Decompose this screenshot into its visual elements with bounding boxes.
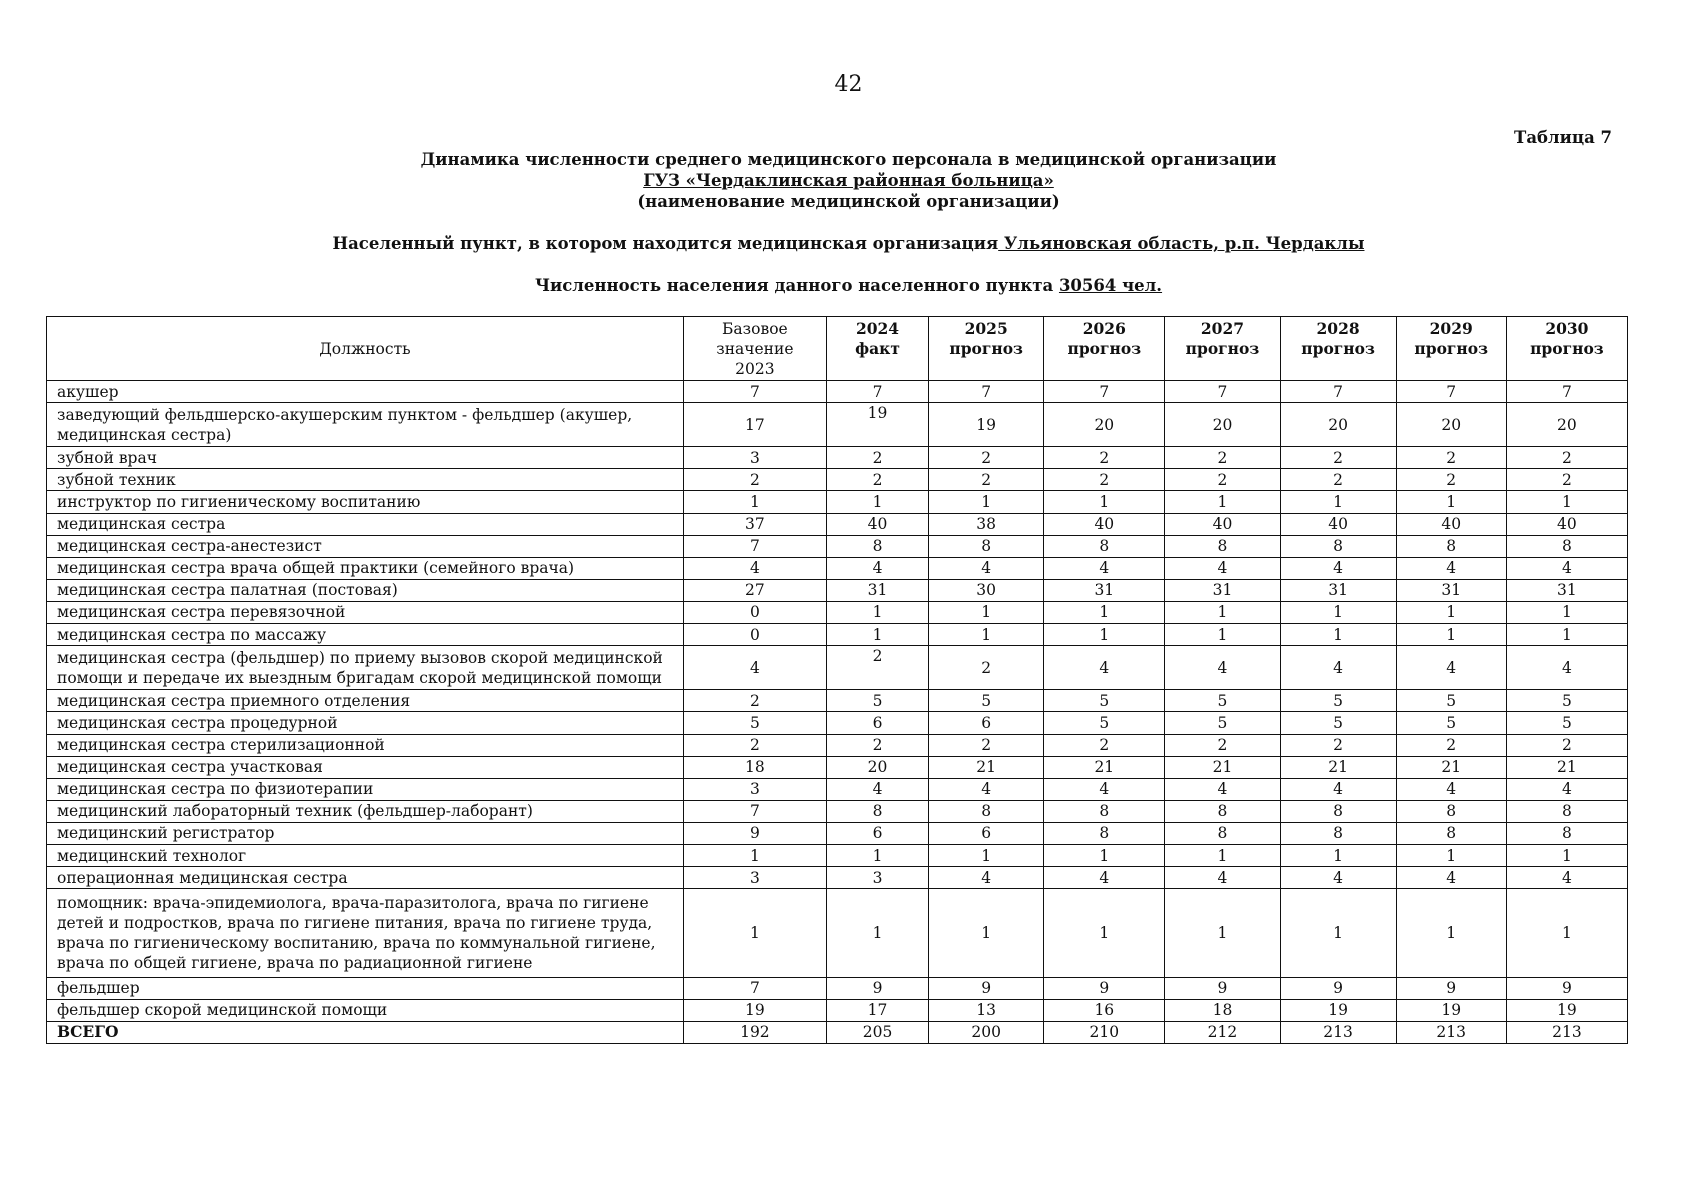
- value-cell: 9: [1044, 977, 1165, 999]
- value-cell: 8: [826, 535, 928, 557]
- value-cell: 2: [1165, 447, 1280, 469]
- value-cell: 4: [1280, 646, 1396, 690]
- value-cell: 4: [929, 867, 1044, 889]
- value-cell: 19: [1396, 999, 1506, 1021]
- value-cell: 4: [826, 557, 928, 579]
- total-value: 213: [1396, 1021, 1506, 1043]
- value-cell: 40: [1396, 513, 1506, 535]
- value-cell: 4: [1506, 646, 1627, 690]
- header-year-kind: прогноз: [1301, 338, 1375, 358]
- header-year-kind: прогноз: [1185, 338, 1260, 358]
- position-name: медицинская сестра по физиотерапии: [47, 778, 684, 800]
- value-cell: 20: [1165, 403, 1280, 447]
- value-cell: 2: [1044, 447, 1165, 469]
- value-cell: 1: [826, 844, 928, 866]
- value-cell: 8: [929, 800, 1044, 822]
- value-cell: 8: [929, 535, 1044, 557]
- value-cell: 37: [683, 513, 826, 535]
- table-row: [47, 403, 1628, 447]
- value-cell: 1: [683, 844, 826, 866]
- value-cell: 31: [1280, 579, 1396, 601]
- value-cell: 1: [1044, 601, 1165, 623]
- organization-caption: (наименование медицинской организации): [637, 192, 1060, 211]
- value-cell: 38: [929, 513, 1044, 535]
- table-row: [47, 999, 1628, 1021]
- value-cell: 5: [1506, 712, 1627, 734]
- value-cell: 2: [929, 646, 1044, 690]
- value-cell: 8: [1165, 800, 1280, 822]
- position-name: медицинская сестра участковая: [47, 756, 684, 778]
- position-name: медицинская сестра-анестезист: [47, 535, 684, 557]
- value-cell: 1: [929, 491, 1044, 513]
- table-row: [47, 734, 1628, 756]
- value-cell: 2: [1044, 734, 1165, 756]
- value-cell: 2: [1396, 469, 1506, 491]
- value-cell: 7: [683, 977, 826, 999]
- value-cell: 20: [1506, 403, 1627, 447]
- value-cell: 1: [683, 889, 826, 977]
- locality-value: Ульяновская область, р.п. Чердаклы: [998, 234, 1365, 253]
- document-title: Динамика численности среднего медицинского персонала в медицинской организации: [420, 150, 1277, 169]
- value-cell: 2: [1280, 447, 1396, 469]
- value-cell: 2: [1165, 734, 1280, 756]
- position-name: медицинская сестра палатная (постовая): [47, 579, 684, 601]
- value-cell: 1: [929, 601, 1044, 623]
- table-row: [47, 469, 1628, 491]
- value-cell: 2: [1280, 734, 1396, 756]
- value-cell: 1: [1280, 844, 1396, 866]
- value-cell: 30: [929, 579, 1044, 601]
- position-name: медицинская сестра приемного отделения: [47, 690, 684, 712]
- value-cell: 4: [1280, 557, 1396, 579]
- value-cell: 27: [683, 579, 826, 601]
- value-cell: 4: [1396, 646, 1506, 690]
- value-cell: 8: [1044, 535, 1165, 557]
- value-cell: 7: [683, 381, 826, 403]
- value-cell: 4: [1396, 557, 1506, 579]
- table-row: [47, 844, 1628, 866]
- value-cell: 1: [1506, 491, 1627, 513]
- total-value: 213: [1280, 1021, 1396, 1043]
- locality-line: [0, 234, 1697, 253]
- value-cell: 5: [1165, 712, 1280, 734]
- value-cell: 5: [1044, 690, 1165, 712]
- value-cell: 4: [1396, 778, 1506, 800]
- value-cell: 7: [826, 381, 928, 403]
- value-cell: 21: [1044, 756, 1165, 778]
- total-value: 200: [929, 1021, 1044, 1043]
- value-cell: 7: [929, 381, 1044, 403]
- value-cell: 17: [683, 403, 826, 447]
- value-cell: 4: [1396, 867, 1506, 889]
- value-cell: 3: [826, 867, 928, 889]
- value-cell: 4: [1044, 557, 1165, 579]
- header-base-line: значение: [716, 339, 794, 358]
- value-cell: 9: [683, 822, 826, 844]
- value-cell: 2: [1396, 734, 1506, 756]
- value-cell: 4: [1044, 867, 1165, 889]
- value-cell: 4: [1506, 557, 1627, 579]
- table-row: [47, 778, 1628, 800]
- value-cell: 8: [1044, 800, 1165, 822]
- value-cell: 1: [1280, 889, 1396, 977]
- value-cell: 5: [1280, 712, 1396, 734]
- value-cell: 2: [1506, 447, 1627, 469]
- value-cell: 5: [826, 690, 928, 712]
- value-cell: 3: [683, 447, 826, 469]
- value-cell: 1: [1396, 889, 1506, 977]
- position-name: медицинская сестра по массажу: [47, 624, 684, 646]
- value-cell: 40: [1280, 513, 1396, 535]
- value-cell: 2: [683, 469, 826, 491]
- value-cell: 7: [1396, 381, 1506, 403]
- value-cell: 4: [826, 778, 928, 800]
- value-cell: 31: [1506, 579, 1627, 601]
- value-cell: 5: [1165, 690, 1280, 712]
- value-cell: 16: [1044, 999, 1165, 1021]
- value-cell: 40: [826, 513, 928, 535]
- value-cell: 2: [683, 690, 826, 712]
- total-value: 213: [1506, 1021, 1627, 1043]
- header-year: [1280, 317, 1396, 381]
- value-cell: 8: [1280, 800, 1396, 822]
- value-cell: 9: [1396, 977, 1506, 999]
- position-name: помощник: врача-эпидемиолога, врача-паразитолога, врача по гигиене детей и подростков, врача по гигиене питания, врача по гигиене труда, врача по гигиеническому воспитанию, врача по коммунальной гигиене, врача по общей гигиене, врача по радиационной гигиене: [47, 889, 684, 977]
- header-year-value: 2028: [1316, 318, 1360, 338]
- value-cell: 1: [1396, 624, 1506, 646]
- value-cell: 6: [826, 712, 928, 734]
- value-cell: 2: [826, 646, 928, 690]
- value-cell: 2: [929, 469, 1044, 491]
- header-year-kind: прогноз: [949, 338, 1023, 358]
- value-cell: 2: [1506, 734, 1627, 756]
- value-cell: 8: [1506, 822, 1627, 844]
- value-cell: 4: [1506, 778, 1627, 800]
- value-cell: 2: [683, 734, 826, 756]
- position-name: медицинская сестра (фельдшер) по приему вызовов скорой медицинской помощи и передаче их выездным бригадам скорой медицинской помощи: [47, 646, 684, 690]
- table-row: [47, 822, 1628, 844]
- value-cell: 31: [1165, 579, 1280, 601]
- value-cell: 3: [683, 778, 826, 800]
- value-cell: 19: [1506, 999, 1627, 1021]
- position-name: заведующий фельдшерско-акушерским пунктом - фельдшер (акушер, медицинская сестра): [47, 403, 684, 447]
- value-cell: 2: [1506, 469, 1627, 491]
- value-cell: 19: [683, 999, 826, 1021]
- header-position: Должность: [47, 317, 684, 381]
- value-cell: 8: [1280, 535, 1396, 557]
- total-value: 192: [683, 1021, 826, 1043]
- value-cell: 5: [683, 712, 826, 734]
- value-cell: 2: [929, 447, 1044, 469]
- total-row: [47, 1021, 1628, 1043]
- value-cell: 6: [826, 822, 928, 844]
- value-cell: 4: [1165, 778, 1280, 800]
- value-cell: 21: [1165, 756, 1280, 778]
- value-cell: 13: [929, 999, 1044, 1021]
- position-name: медицинский технолог: [47, 844, 684, 866]
- value-cell: 8: [1396, 535, 1506, 557]
- value-cell: 20: [1280, 403, 1396, 447]
- value-cell: 1: [1506, 844, 1627, 866]
- position-name: медицинский лабораторный техник (фельдшер-лаборант): [47, 800, 684, 822]
- population-value: 30564 чел.: [1058, 276, 1163, 295]
- table-row: [47, 977, 1628, 999]
- value-cell: 19: [1280, 999, 1396, 1021]
- header-year-value: 2026: [1082, 318, 1126, 338]
- value-cell: 1: [1165, 491, 1280, 513]
- value-cell: 4: [1044, 778, 1165, 800]
- value-cell: 7: [1165, 381, 1280, 403]
- value-cell: 8: [826, 800, 928, 822]
- position-name: медицинский регистратор: [47, 822, 684, 844]
- value-cell: 4: [683, 646, 826, 690]
- header-year: [1396, 317, 1506, 381]
- value-cell: 5: [929, 690, 1044, 712]
- header-year-value: 2024: [855, 318, 900, 338]
- table-row: [47, 646, 1628, 690]
- value-cell: 1: [1396, 844, 1506, 866]
- value-cell: 20: [1044, 403, 1165, 447]
- value-cell: 1: [1044, 844, 1165, 866]
- table-row: [47, 867, 1628, 889]
- table-label: Таблица 7: [1514, 128, 1612, 147]
- value-cell: 1: [1506, 601, 1627, 623]
- table-row: [47, 513, 1628, 535]
- value-cell: 4: [1165, 646, 1280, 690]
- position-name: медицинская сестра врача общей практики (семейного врача): [47, 557, 684, 579]
- value-cell: 8: [1506, 800, 1627, 822]
- value-cell: 40: [1044, 513, 1165, 535]
- value-cell: 8: [1396, 822, 1506, 844]
- header-base: [683, 317, 826, 381]
- position-name: фельдшер скорой медицинской помощи: [47, 999, 684, 1021]
- value-cell: 4: [1165, 557, 1280, 579]
- value-cell: 8: [1165, 822, 1280, 844]
- value-cell: 0: [683, 624, 826, 646]
- value-cell: 7: [683, 800, 826, 822]
- value-cell: 4: [929, 557, 1044, 579]
- header-row: [47, 317, 1628, 381]
- value-cell: 1: [1396, 491, 1506, 513]
- value-cell: 1: [1396, 601, 1506, 623]
- value-cell: 2: [1044, 469, 1165, 491]
- value-cell: 5: [1396, 712, 1506, 734]
- value-cell: 40: [1165, 513, 1280, 535]
- value-cell: 9: [1506, 977, 1627, 999]
- value-cell: 31: [1044, 579, 1165, 601]
- table-row: [47, 579, 1628, 601]
- value-cell: 7: [1044, 381, 1165, 403]
- value-cell: 2: [1165, 469, 1280, 491]
- value-cell: 8: [1396, 800, 1506, 822]
- header-year-value: 2027: [1200, 318, 1245, 338]
- value-cell: 21: [1396, 756, 1506, 778]
- position-name: акушер: [47, 381, 684, 403]
- value-cell: 7: [683, 535, 826, 557]
- value-cell: 31: [826, 579, 928, 601]
- value-cell: 17: [826, 999, 928, 1021]
- value-cell: 1: [1165, 624, 1280, 646]
- value-cell: 1: [826, 889, 928, 977]
- value-cell: 8: [1506, 535, 1627, 557]
- value-cell: 31: [1396, 579, 1506, 601]
- total-value: 212: [1165, 1021, 1280, 1043]
- value-cell: 1: [1165, 601, 1280, 623]
- header-year-kind: прогноз: [1414, 338, 1489, 358]
- value-cell: 2: [826, 469, 928, 491]
- value-cell: 4: [929, 778, 1044, 800]
- value-cell: 2: [1280, 469, 1396, 491]
- population-line: [0, 276, 1697, 295]
- value-cell: 20: [826, 756, 928, 778]
- value-cell: 9: [826, 977, 928, 999]
- value-cell: 1: [1044, 624, 1165, 646]
- value-cell: 1: [1506, 624, 1627, 646]
- value-cell: 2: [826, 447, 928, 469]
- table-row: [47, 381, 1628, 403]
- table-row: [47, 447, 1628, 469]
- value-cell: 1: [1280, 624, 1396, 646]
- table-row: [47, 800, 1628, 822]
- population-label: Численность населения данного населенного пункта: [534, 276, 1059, 295]
- value-cell: 18: [683, 756, 826, 778]
- table-row: [47, 535, 1628, 557]
- table-row: [47, 690, 1628, 712]
- header-year: [929, 317, 1044, 381]
- value-cell: 1: [683, 491, 826, 513]
- value-cell: 1: [1280, 601, 1396, 623]
- value-cell: 21: [1280, 756, 1396, 778]
- page-number: 42: [834, 72, 863, 97]
- value-cell: 8: [1044, 822, 1165, 844]
- value-cell: 7: [1506, 381, 1627, 403]
- value-cell: 6: [929, 822, 1044, 844]
- value-cell: 1: [1044, 491, 1165, 513]
- value-cell: 1: [1165, 844, 1280, 866]
- header-year-kind: прогноз: [1530, 338, 1604, 358]
- value-cell: 20: [1396, 403, 1506, 447]
- value-cell: 8: [1165, 535, 1280, 557]
- value-cell: 1: [929, 844, 1044, 866]
- organization-name: ГУЗ «Чердаклинская районная больница»: [643, 171, 1054, 190]
- value-cell: 21: [929, 756, 1044, 778]
- total-value: 205: [826, 1021, 928, 1043]
- table-row: [47, 491, 1628, 513]
- value-cell: 5: [1396, 690, 1506, 712]
- header-year: [1506, 317, 1627, 381]
- header-year: [826, 317, 928, 381]
- table-body: [47, 381, 1628, 1044]
- value-cell: 1: [1506, 889, 1627, 977]
- value-cell: 9: [1165, 977, 1280, 999]
- value-cell: 18: [1165, 999, 1280, 1021]
- table-row: [47, 889, 1628, 977]
- value-cell: 2: [1396, 447, 1506, 469]
- value-cell: 9: [1280, 977, 1396, 999]
- value-cell: 1: [1165, 889, 1280, 977]
- value-cell: 2: [929, 734, 1044, 756]
- position-name: инструктор по гигиеническому воспитанию: [47, 491, 684, 513]
- value-cell: 19: [929, 403, 1044, 447]
- value-cell: 1: [826, 491, 928, 513]
- value-cell: 4: [1165, 867, 1280, 889]
- value-cell: 2: [826, 734, 928, 756]
- header-year-kind: прогноз: [1067, 338, 1142, 358]
- value-cell: 5: [1506, 690, 1627, 712]
- value-cell: 1: [1280, 491, 1396, 513]
- value-cell: 1: [826, 601, 928, 623]
- value-cell: 19: [826, 403, 928, 447]
- value-cell: 1: [929, 624, 1044, 646]
- position-name: медицинская сестра стерилизационной: [47, 734, 684, 756]
- total-value: 210: [1044, 1021, 1165, 1043]
- header-year-value: 2029: [1429, 318, 1473, 338]
- value-cell: 1: [929, 889, 1044, 977]
- value-cell: 21: [1506, 756, 1627, 778]
- staff-table: [46, 316, 1628, 1044]
- value-cell: 7: [1280, 381, 1396, 403]
- position-name: фельдшер: [47, 977, 684, 999]
- value-cell: 6: [929, 712, 1044, 734]
- value-cell: 1: [826, 624, 928, 646]
- position-name: медицинская сестра перевязочной: [47, 601, 684, 623]
- position-name: медицинская сестра процедурной: [47, 712, 684, 734]
- value-cell: 5: [1044, 712, 1165, 734]
- header-year: [1044, 317, 1165, 381]
- value-cell: 40: [1506, 513, 1627, 535]
- header-base-line: Базовое: [722, 319, 788, 338]
- value-cell: 4: [1280, 778, 1396, 800]
- position-name: зубной техник: [47, 469, 684, 491]
- value-cell: 4: [683, 557, 826, 579]
- value-cell: 9: [929, 977, 1044, 999]
- header-base-line: 2023: [735, 359, 775, 378]
- locality-label: Населенный пункт, в котором находится медицинская организация: [332, 234, 999, 253]
- total-label: ВСЕГО: [47, 1021, 684, 1043]
- position-name: медицинская сестра: [47, 513, 684, 535]
- value-cell: 0: [683, 601, 826, 623]
- table-row: [47, 756, 1628, 778]
- value-cell: 4: [1044, 646, 1165, 690]
- value-cell: 3: [683, 867, 826, 889]
- value-cell: 1: [1044, 889, 1165, 977]
- table-row: [47, 624, 1628, 646]
- table-row: [47, 601, 1628, 623]
- position-name: операционная медицинская сестра: [47, 867, 684, 889]
- header-year: [1165, 317, 1280, 381]
- table-row: [47, 557, 1628, 579]
- value-cell: 4: [1280, 867, 1396, 889]
- value-cell: 5: [1280, 690, 1396, 712]
- header-year-value: 2025: [964, 318, 1008, 338]
- table-row: [47, 712, 1628, 734]
- value-cell: 4: [1506, 867, 1627, 889]
- value-cell: 8: [1280, 822, 1396, 844]
- header-year-kind: факт: [855, 338, 900, 358]
- header-year-value: 2030: [1545, 318, 1589, 338]
- position-name: зубной врач: [47, 447, 684, 469]
